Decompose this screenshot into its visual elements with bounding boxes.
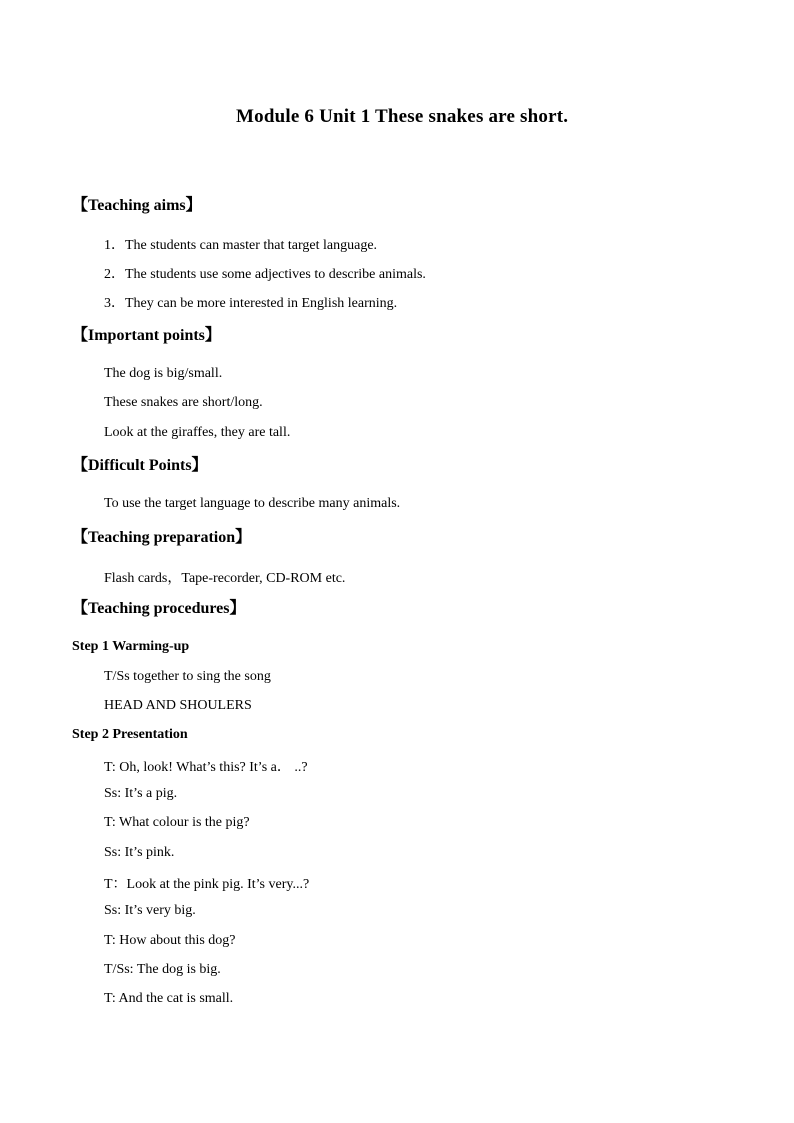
dialogue-line: T/Ss: The dog is big.	[104, 962, 221, 977]
dialogue-line: Ss: It’s pink.	[104, 845, 175, 860]
dialogue-line: T：Look at the pink pig. It’s very...?	[104, 877, 310, 892]
section-heading-teaching-aims: 【Teaching aims】	[72, 197, 202, 214]
section-heading-important-points: 【Important points】	[72, 327, 221, 344]
dialogue-line: Ss: It’s very big.	[104, 903, 196, 918]
section-heading-teaching-preparation: 【Teaching preparation】	[72, 529, 252, 546]
document-title: Module 6 Unit 1 These snakes are short.	[236, 106, 569, 127]
dialogue-line: T: Oh, look! What’s this? It’s a． ..?	[104, 760, 308, 775]
step-title-presentation: Step 2 Presentation	[72, 727, 188, 742]
difficult-point-line: To use the target language to describe many animals.	[104, 496, 401, 511]
section-heading-teaching-procedures: 【Teaching procedures】	[72, 600, 246, 617]
important-point-line: Look at the giraffes, they are tall.	[104, 425, 291, 440]
aim-item: 1．The students can master that target language.	[104, 238, 378, 253]
important-point-line: The dog is big/small.	[104, 366, 223, 381]
important-point-line: These snakes are short/long.	[104, 395, 263, 410]
section-heading-difficult-points: 【Difficult Points】	[72, 457, 208, 474]
step-title-warming-up: Step 1 Warming-up	[72, 639, 190, 654]
procedure-line: HEAD AND SHOULERS	[104, 698, 252, 713]
dialogue-line: T: What colour is the pig?	[104, 815, 250, 830]
preparation-line: Flash cards，Tape-recorder, CD-ROM etc.	[104, 571, 346, 586]
procedure-line: T/Ss together to sing the song	[104, 669, 271, 684]
aim-item: 3．They can be more interested in English learning.	[104, 296, 398, 311]
dialogue-line: T: How about this dog?	[104, 933, 236, 948]
dialogue-line: T: And the cat is small.	[104, 991, 234, 1006]
dialogue-line: Ss: It’s a pig.	[104, 786, 178, 801]
aim-item: 2．The students use some adjectives to describe animals.	[104, 267, 426, 282]
